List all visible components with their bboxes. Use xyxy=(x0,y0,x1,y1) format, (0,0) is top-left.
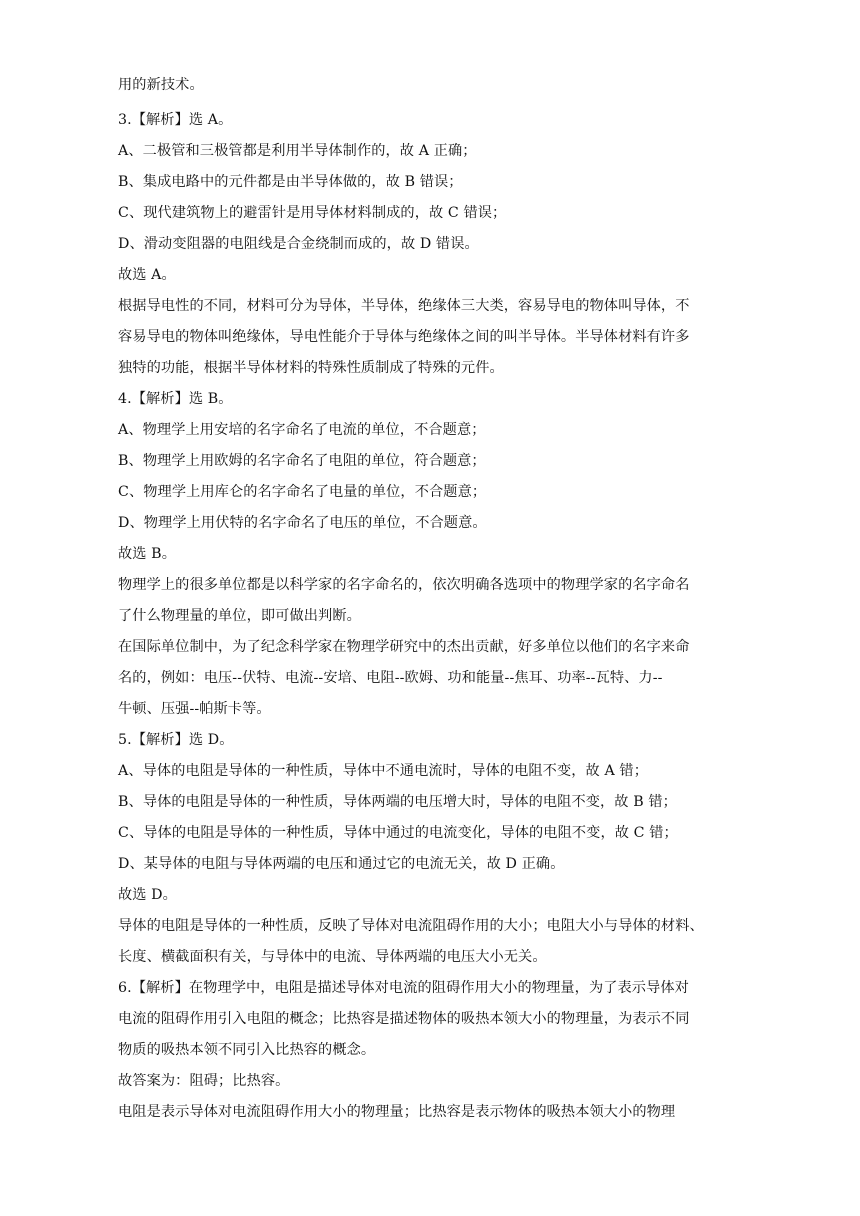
text-line: 容易导电的物体叫绝缘体，导电性能介于导体与绝缘体之间的叫半导体。半导体材料有许多 xyxy=(118,329,690,345)
text-line: 故选 D。 xyxy=(118,887,177,903)
text-line: D、某导体的电阻与导体两端的电压和通过它的电流无关，故 D 正确。 xyxy=(118,856,565,872)
text-line: 物理学上的很多单位都是以科学家的名字命名的，依次明确各选项中的物理学家的名字命名 xyxy=(118,577,690,593)
text-line: D、滑动变阻器的电阻线是合金绕制而成的，故 D 错误。 xyxy=(118,236,479,252)
text-line: 故选 B。 xyxy=(118,546,176,562)
text-line: 独特的功能，根据半导体材料的特殊性质制成了特殊的元件。 xyxy=(118,360,504,376)
text-line: 故选 A。 xyxy=(118,267,176,283)
question-4-header: 4.【解析】选 B。 xyxy=(118,391,233,407)
text-line: 根据导电性的不同，材料可分为导体，半导体，绝缘体三大类，容易导电的物体叫导体，不 xyxy=(118,298,690,314)
text-line: 了什么物理量的单位，即可做出判断。 xyxy=(118,608,361,624)
text-line: A、二极管和三极管都是利用半导体制作的，故 A 正确； xyxy=(118,143,477,159)
text-line: B、导体的电阻是导体的一种性质，导体两端的电压增大时，导体的电阻不变，故 B 错； xyxy=(118,794,677,810)
text-line: 物质的吸热本领不同引入比热容的概念。 xyxy=(118,1042,376,1058)
text-line: C、物理学上用库仑的名字命名了电量的单位，不合题意； xyxy=(118,484,487,500)
text-line: 在国际单位制中，为了纪念科学家在物理学研究中的杰出贡献，好多单位以他们的名字来命 xyxy=(118,639,690,655)
text-line: 电阻是表示导体对电流阻碍作用大小的物理量；比热容是表示物体的吸热本领大小的物理 xyxy=(118,1104,676,1120)
text-line: 电流的阻碍作用引入电阻的概念；比热容是描述物体的吸热本领大小的物理量，为表示不同 xyxy=(118,1011,690,1027)
text-line: 用的新技术。 xyxy=(118,77,204,93)
text-line: 牛顿、压强--帕斯卡等。 xyxy=(118,701,271,717)
question-3-header: 3.【解析】选 A。 xyxy=(118,112,233,128)
text-line: 长度、横截面积有关，与导体中的电流、导体两端的电压大小无关。 xyxy=(118,949,547,965)
question-5-header: 5.【解析】选 D。 xyxy=(118,732,234,748)
text-line: A、物理学上用安培的名字命名了电流的单位，不合题意； xyxy=(118,422,486,438)
text-line: 导体的电阻是导体的一种性质，反映了导体对电流阻碍作用的大小；电阻大小与导体的材料、 xyxy=(118,918,704,934)
text-line: A、导体的电阻是导体的一种性质，导体中不通电流时，导体的电阻不变，故 A 错； xyxy=(118,763,648,779)
text-line: B、集成电路中的元件都是由半导体做的，故 B 错误； xyxy=(118,174,463,190)
text-line: D、物理学上用伏特的名字命名了电压的单位，不合题意。 xyxy=(118,515,487,531)
text-line: 名的，例如：电压--伏特、电流--安培、电阻--欧姆、功和能量--焦耳、功率--瓦特、力-- xyxy=(118,670,663,686)
question-6-header: 6.【解析】在物理学中，电阻是描述导体对电流的阻碍作用大小的物理量，为了表示导体对 xyxy=(118,980,689,996)
text-line: B、物理学上用欧姆的名字命名了电阻的单位，符合题意； xyxy=(118,453,486,469)
text-line: C、现代建筑物上的避雷针是用导体材料制成的，故 C 错误； xyxy=(118,205,507,221)
text-line: 故答案为：阻碍；比热容。 xyxy=(118,1073,290,1089)
text-line: C、导体的电阻是导体的一种性质，导体中通过的电流变化，导体的电阻不变，故 C 错； xyxy=(118,825,678,841)
